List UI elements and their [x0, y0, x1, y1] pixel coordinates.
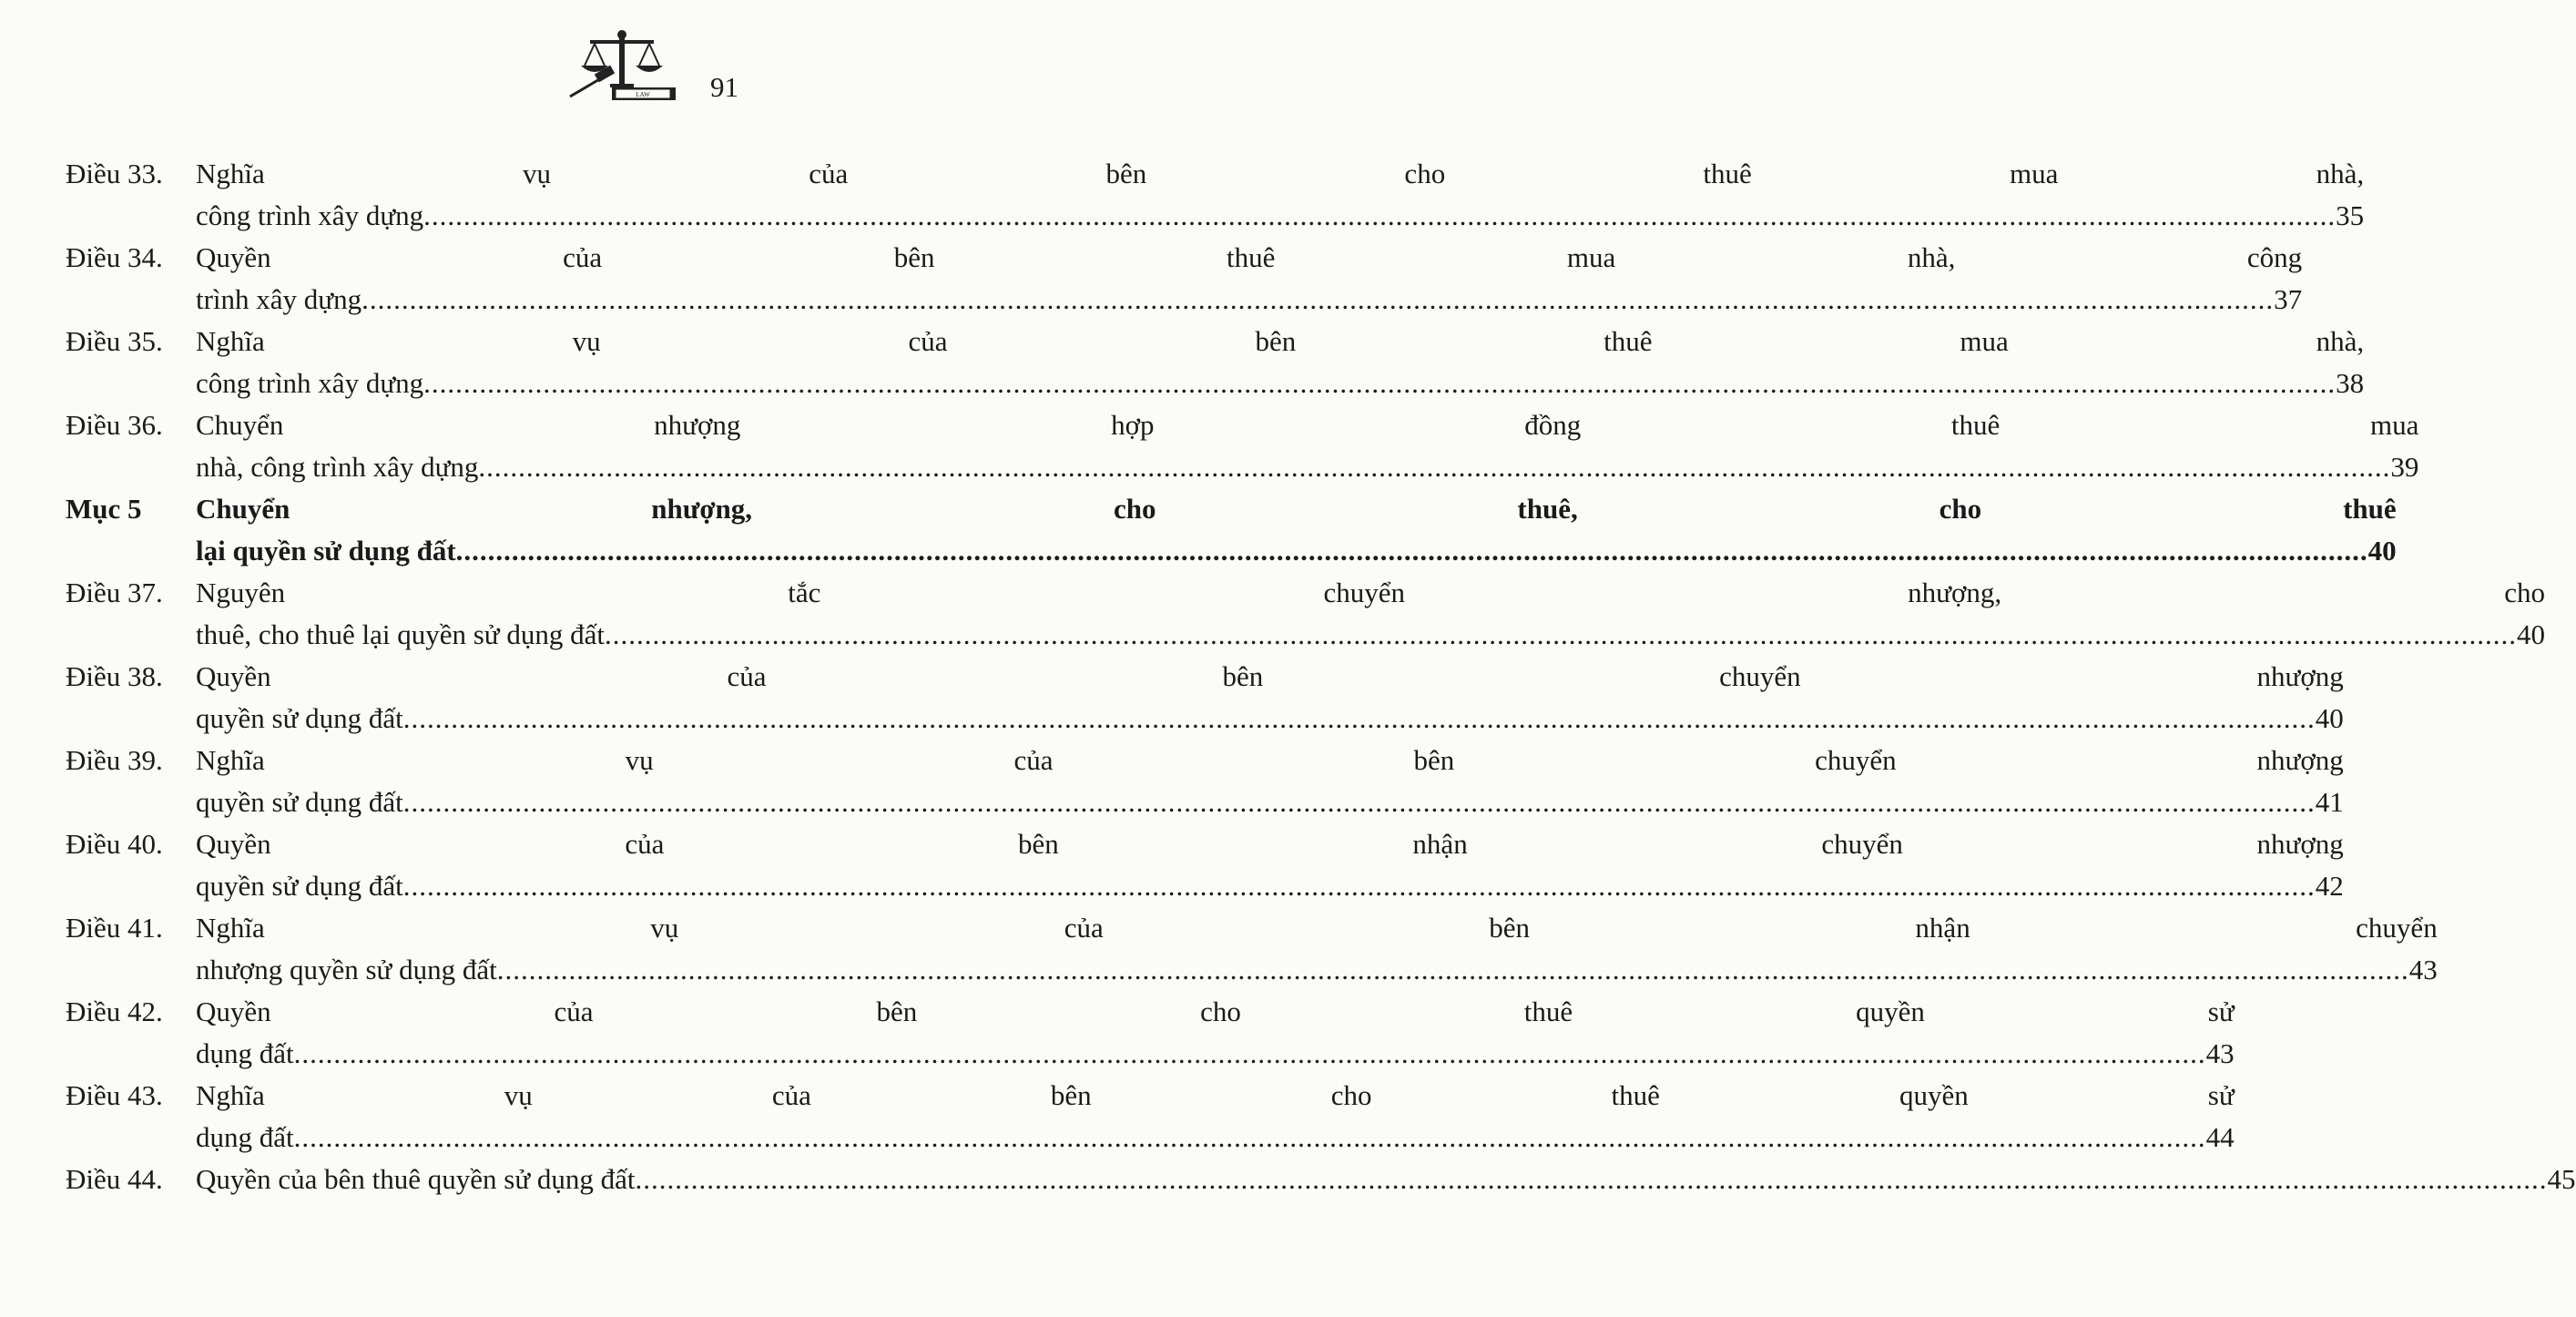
toc-entry-title-line: quyền sử dụng đất [196, 870, 403, 902]
toc-entry-title-line: quyền sử dụng đất [196, 786, 403, 818]
toc-entry-label: Điều 38. [66, 660, 163, 692]
toc-entry-title-line: Nghĩa vụ của bên nhận chuyển [196, 912, 2438, 944]
table-of-contents [66, 153, 2576, 1200]
dot-leader [361, 279, 2274, 321]
toc-entry-page-number: 43 [2408, 954, 2438, 985]
toc-entry-label: Điều 37. [66, 577, 163, 608]
toc-entry [66, 572, 2545, 656]
toc-entry-label: Điều 34. [66, 241, 163, 273]
toc-entry-title-line: Nghĩa vụ của bên cho thuê mua nhà, [196, 158, 2365, 189]
toc-entry-page-number: 35 [2336, 199, 2365, 231]
toc-entry-label: Điều 39. [66, 744, 163, 776]
dot-leader [478, 446, 2390, 488]
toc-entry-title-line: Quyền của bên thuê quyền sử dụng đất [196, 1163, 636, 1195]
toc-entry [66, 991, 2235, 1075]
toc-entry-label: Điều 41. [66, 912, 163, 944]
toc-entry [66, 823, 2344, 907]
toc-entry-title-line: Nghĩa vụ của bên thuê mua nhà, [196, 325, 2365, 357]
toc-entry [66, 153, 2365, 237]
toc-entry-page-number: 40 [2315, 702, 2344, 734]
toc-entry-title-line: Chuyển nhượng hợp đồng thuê mua [196, 409, 2419, 441]
page-number: 91 [710, 71, 738, 103]
toc-entry [66, 237, 2303, 321]
dot-leader [456, 530, 2368, 572]
toc-entry-title-line: công trình xây dựng [196, 199, 424, 231]
dot-leader [294, 1033, 2206, 1075]
toc-entry-page-number: 41 [2315, 786, 2344, 818]
law-book-label: LAW [636, 91, 650, 98]
toc-entry-page-number: 37 [2274, 283, 2303, 315]
toc-entry-title-line: trình xây dựng [196, 283, 362, 315]
toc-entry [66, 321, 2365, 404]
dot-leader [403, 698, 2316, 740]
toc-entry-label: Điều 40. [66, 828, 163, 860]
toc-entry-title-line: dụng đất [196, 1121, 294, 1153]
toc-entry [66, 740, 2344, 823]
dot-leader [403, 865, 2316, 907]
toc-entry-label: Điều 35. [66, 325, 163, 357]
toc-entry-label: Điều 44. [66, 1163, 163, 1195]
dot-leader [423, 362, 2336, 404]
toc-entry-title-line: dụng đất [196, 1037, 294, 1069]
toc-entry-label: Mục 5 [66, 493, 142, 525]
toc-entry-page-number: 40 [2517, 618, 2545, 650]
toc-entry [66, 404, 2419, 488]
toc-entry [66, 1159, 2576, 1200]
toc-entry-title-line: quyền sử dụng đất [196, 702, 403, 734]
toc-entry-title-line: lại quyền sử dụng đất [196, 535, 456, 567]
toc-entry-page-number: 38 [2336, 367, 2365, 399]
toc-entry-page-number: 43 [2205, 1037, 2235, 1069]
dot-leader [403, 781, 2316, 823]
toc-entry-title-line: Quyền của bên cho thuê quyền sử [196, 995, 2235, 1027]
toc-entry-page-number: 40 [2367, 535, 2397, 567]
toc-entry-page-number: 44 [2205, 1121, 2235, 1153]
toc-entry [66, 1075, 2235, 1159]
toc-entry [66, 656, 2344, 740]
toc-entry-title-line: Quyền của bên chuyển nhượng [196, 660, 2344, 692]
toc-entry-title-line: nhà, công trình xây dựng [196, 451, 479, 483]
toc-entry-title-line: Quyền của bên thuê mua nhà, công [196, 241, 2303, 273]
toc-entry-label: Điều 36. [66, 409, 163, 441]
toc-entry-page-number: 39 [2390, 451, 2419, 483]
toc-entry-title-line: Nghĩa vụ của bên chuyển nhượng [196, 744, 2344, 776]
toc-entry-label: Điều 42. [66, 995, 163, 1027]
dot-leader [497, 949, 2409, 991]
dot-leader [636, 1159, 2548, 1200]
toc-entry-title-line: Quyền của bên nhận chuyển nhượng [196, 828, 2344, 860]
toc-entry [66, 488, 2397, 572]
toc-entry [66, 907, 2438, 991]
toc-entry-title-line: công trình xây dựng [196, 367, 424, 399]
toc-entry-title-line: thuê, cho thuê lại quyền sử dụng đất [196, 618, 605, 650]
toc-entry-title-line: Chuyển nhượng, cho thuê, cho thuê [196, 493, 2397, 525]
toc-entry-label: Điều 33. [66, 158, 163, 189]
toc-entry-page-number: 45 [2547, 1163, 2576, 1195]
toc-entry-title-line: Nghĩa vụ của bên cho thuê quyền sử [196, 1079, 2235, 1111]
toc-entry-title-line: nhượng quyền sử dụng đất [196, 954, 497, 985]
dot-leader [294, 1117, 2206, 1159]
scales-of-justice-logo-icon [565, 27, 678, 102]
dot-leader [423, 195, 2336, 237]
dot-leader [605, 614, 2517, 656]
toc-entry-label: Điều 43. [66, 1079, 163, 1111]
toc-entry-title-line: Nguyên tắc chuyển nhượng, cho [196, 577, 2545, 608]
toc-entry-page-number: 42 [2315, 870, 2344, 902]
